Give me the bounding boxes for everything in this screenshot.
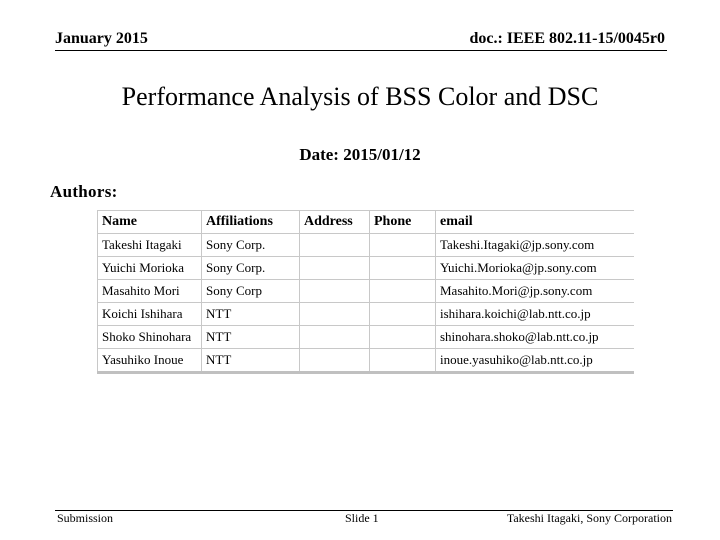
cell-address: [300, 257, 370, 280]
cell-address: [300, 280, 370, 303]
footer-submission: Submission: [57, 511, 114, 525]
slide-title: Performance Analysis of BSS Color and DSC: [121, 82, 599, 111]
cell-phone: [370, 257, 436, 280]
cell-name: Koichi Ishihara: [98, 303, 202, 326]
cell-affiliation: Sony Corp: [202, 280, 300, 303]
cell-phone: [370, 349, 436, 373]
cell-name: Masahito Mori: [98, 280, 202, 303]
table-row: [98, 234, 634, 257]
column-header-affiliations: Affiliations: [202, 211, 300, 234]
cell-email: shinohara.shoko@lab.ntt.co.jp: [436, 326, 634, 349]
table-row: [98, 303, 634, 326]
column-header-name: Name: [98, 211, 202, 234]
table-row: [98, 257, 634, 280]
cell-address: [300, 349, 370, 373]
cell-address: [300, 326, 370, 349]
cell-affiliation: Sony Corp.: [202, 234, 300, 257]
header-doc-id: doc.: IEEE 802.11-15/0045r0: [469, 30, 665, 47]
cell-name: Yuichi Morioka: [98, 257, 202, 280]
cell-phone: [370, 280, 436, 303]
column-header-email: email: [436, 211, 634, 234]
cell-affiliation: Sony Corp.: [202, 257, 300, 280]
header-date: January 2015: [55, 30, 148, 47]
cell-affiliation: NTT: [202, 349, 300, 373]
authors-label: Authors:: [50, 182, 118, 201]
cell-email: Masahito.Mori@jp.sony.com: [436, 280, 634, 303]
cell-affiliation: NTT: [202, 326, 300, 349]
cell-phone: [370, 326, 436, 349]
cell-email: inoue.yasuhiko@lab.ntt.co.jp: [436, 349, 634, 373]
cell-phone: [370, 303, 436, 326]
table-header-row: [98, 211, 634, 234]
header-rule: [55, 50, 667, 51]
column-header-phone: Phone: [370, 211, 436, 234]
cell-email: ishihara.koichi@lab.ntt.co.jp: [436, 303, 634, 326]
cell-address: [300, 303, 370, 326]
table-row: [98, 280, 634, 303]
table-row: [98, 349, 634, 373]
cell-name: Takeshi Itagaki: [98, 234, 202, 257]
cell-name: Shoko Shinohara: [98, 326, 202, 349]
footer-author: Takeshi Itagaki, Sony Corporation: [506, 511, 672, 525]
cell-address: [300, 234, 370, 257]
date-line: Date: 2015/01/12: [299, 145, 421, 164]
table-row: [98, 326, 634, 349]
authors-table: [97, 210, 634, 374]
column-header-address: Address: [300, 211, 370, 234]
cell-affiliation: NTT: [202, 303, 300, 326]
cell-phone: [370, 234, 436, 257]
footer-slide-number: Slide 1: [345, 511, 379, 525]
cell-email: Yuichi.Morioka@jp.sony.com: [436, 257, 634, 280]
cell-name: Yasuhiko Inoue: [98, 349, 202, 373]
cell-email: Takeshi.Itagaki@jp.sony.com: [436, 234, 634, 257]
